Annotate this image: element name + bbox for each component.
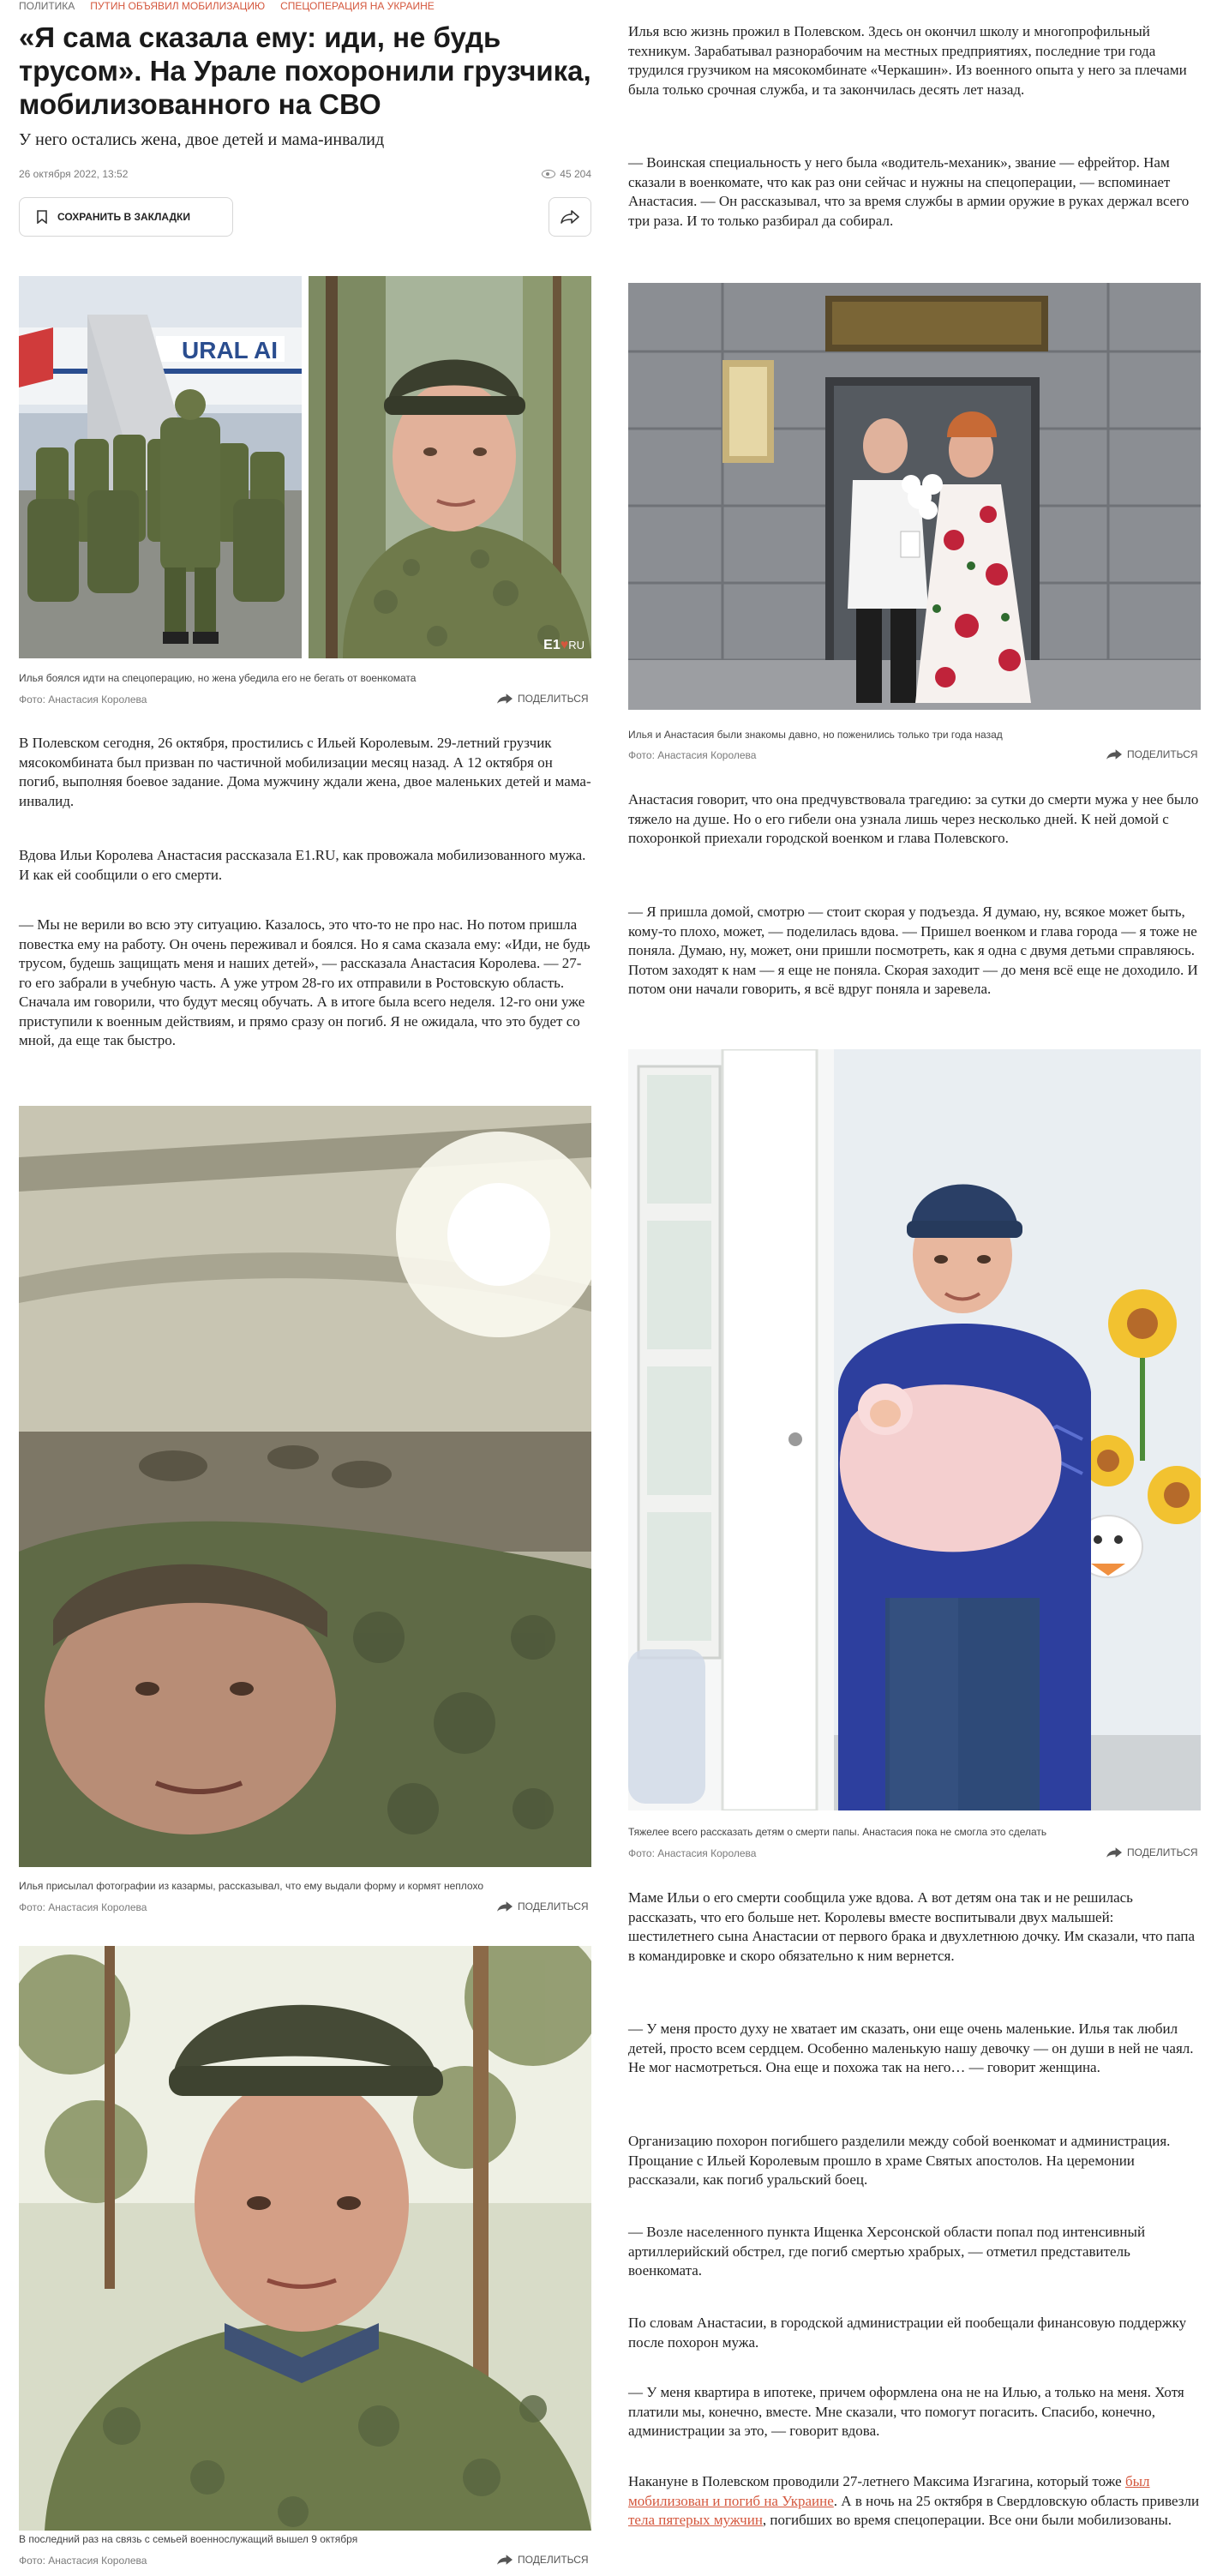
photo-2-share[interactable]: ПОДЕЛИТЬСЯ	[497, 1900, 589, 1912]
paragraph-right-2: — Воинская специальность у него была «водитель-механик», звание — ефрейтор. Нам сказали в военкомате, что как раз они сейчас и нужны на спецоперации, — вспоминает Анастасия. — Он рассказывал, что за время службы в армии оружие в руках держал всего три раза. И то только разбирал да собирал.	[628, 154, 1190, 229]
airport-scene-image	[19, 276, 302, 658]
rubric-tags	[19, 0, 435, 14]
photo-father-with-baby	[628, 1049, 1201, 1810]
e1-watermark: E1♥RU	[543, 638, 585, 652]
photo-3-credit: Фото: Анастасия Королева	[19, 2555, 147, 2567]
bookmark-icon	[37, 210, 47, 224]
article-subtitle: У него остались жена, двое детей и мама-инвалид	[19, 130, 385, 149]
paragraph-right-3: Анастасия говорит, что она предчувствовала трагедию: за сутки до смерти мужа у нее было тяжело на душе. Но о его гибели она узнала лишь через несколько дней. К ней домой с похоронкой приехали городской военком и глава Полевского.	[628, 791, 1199, 846]
publish-date: 26 октября 2022, 13:52	[19, 168, 129, 180]
photo-airport-boarding	[19, 276, 302, 658]
heart-icon: ♥	[560, 638, 569, 652]
photo-2-caption: Илья присылал фотографии из казармы, рассказывал, что ему выдали форму и кормят неплохо	[19, 1880, 484, 1892]
photo-1-caption: Илья боялся идти на спецоперацию, но жена убедила его не бегать от военкомата	[19, 672, 417, 684]
share-arrow-icon	[497, 2555, 513, 2565]
views-counter	[542, 168, 591, 180]
share-arrow-icon	[1106, 749, 1122, 760]
photo-selfie-uniform	[309, 276, 591, 658]
photo-3-caption: В последний раз на связь с семьей военнослужащий вышел 9 октября	[19, 2533, 358, 2545]
barracks-tent-image	[19, 1106, 591, 1867]
share-button[interactable]	[549, 197, 591, 237]
article-meta	[19, 168, 591, 182]
eye-icon	[542, 170, 555, 178]
photo-wedding	[628, 283, 1201, 710]
views-count: 45 204	[560, 168, 591, 180]
photo-1-share[interactable]: ПОДЕЛИТЬСЯ	[497, 693, 589, 705]
photo-barracks	[19, 1106, 591, 1867]
paragraph-right-5: Маме Ильи о его смерти сообщила уже вдова. А вот детям она так и не решилась рассказать, что его больше нет. Королевы вместе воспитывали двух малышей: шестилетнего сына Анастасии от первого брака и двухлетнюю дочку. Им сказали, что папа в командировке и скоро обязательно к ним вернется.	[628, 1889, 1195, 1964]
wedding-photo-image	[628, 283, 1201, 710]
paragraph-left-2: Вдова Ильи Королева Анастасия рассказала E1.RU, как провожала мобилизованного мужа. И как ей сообщили о его смерти.	[19, 847, 586, 883]
paragraph-left-1: В Полевском сегодня, 26 октября, простились с Ильей Королевым. 29-летний грузчик мясокомбината был призван по частичной мобилизации месяц назад. А 12 октября он погиб, выполняя боевое задание. Дома мужчину ждали жена, двое маленьких детей и мама-инвалид.	[19, 735, 591, 809]
paragraph-right-7: Организацию похорон погибшего разделили между собой военкомат и администрация. Прощание с Ильей Королевым прошло в храме Святых апостолов. На церемонии рассказали, как погиб уральский боец.	[628, 2133, 1171, 2188]
photo-2-credit: Фото: Анастасия Королева	[19, 1901, 147, 1913]
paragraph-left-3: — Мы не верили во всю эту ситуацию. Казалось, это что-то не про нас. Но потом пришла повестка ему на работу. Он очень переживал и боялся. Но я сама сказала ему: «Иди, не будь трусом, будешь защищать меня и наших детей», — рассказала Анастасия Королева. — 27-го его забрали в учебную часть. А уже утром 28-го их отправили в Ростовскую область. Сначала им говорили, что будут месяц обучать. А в итоге была всего неделя. 12-го они уже приступили к военным действиям, и прямо сразу он погиб. Я не ожидала, что это будет со мной, да еще так быстро.	[19, 916, 591, 1048]
paragraph-right-6: — У меня просто духу не хватает им сказать, они еще очень маленькие. Илья так любил детей, просто всем сердцем. Особенно маленькую нашу девочку — он души в ней не чаял. Не мог насмотреться. Она еще и похожа так на него… — говорит женщина.	[628, 2021, 1194, 2075]
paragraph-right-9: По словам Анастасии, в городской администрации ей пообещали финансовую поддержку после похорон мужа.	[628, 2315, 1187, 2351]
photo-5-share[interactable]: ПОДЕЛИТЬСЯ	[1106, 1846, 1198, 1858]
paragraph-right-4: — Я пришла домой, смотрю — стоит скорая у подъезда. Я думаю, ну, всякое может быть, кому-то плохо, может, — поделилась вдова. — Пришел военком и глава города — я тоже не поняла. Думаю, ну, может, они пришли посмотреть, как я одна с двумя детьми справляюсь. Потом заходят к нам — я еще не поняла. Скорая заходит — до меня всё еще не доходило. И потом они начали говорить, я всё вдруг поняла и заревела.	[628, 904, 1198, 997]
article-title: «Я сама сказала ему: иди, не будь трусом». На Урале похоронили грузчика, мобилизованного на СВО	[19, 21, 591, 120]
share-arrow-icon	[497, 694, 513, 704]
link-mobilized-killed[interactable]: был мобилизован и погиб на Украине	[628, 2473, 1150, 2509]
bookmark-label: СОХРАНИТЬ В ЗАКЛАДКИ	[57, 211, 190, 223]
photo-1-credit: Фото: Анастасия Королева	[19, 694, 147, 706]
paragraph-right-10: — У меня квартира в ипотеке, причем оформлена она не на Илью, а только на меня. Хотя платили мы, конечно, вместе. Мне сказали, что помогут погасить. Спасибо, конечно, администрации за это, — говорит вдова.	[628, 2384, 1184, 2439]
photo-5-credit: Фото: Анастасия Королева	[628, 1847, 757, 1859]
tag-mobilization[interactable]: ПУТИН ОБЪЯВИЛ МОБИЛИЗАЦИЮ	[90, 0, 266, 12]
share-arrow-icon	[1106, 1847, 1122, 1858]
photo-3-share[interactable]: ПОДЕЛИТЬСЯ	[497, 2554, 589, 2566]
share-arrow-icon	[561, 210, 579, 224]
paragraph-right-1: Илья всю жизнь прожил в Полевском. Здесь он окончил школу и многопрофильный техникум. Зарабатывал разнорабочим на местных предприятиях, последние три года трудился грузчиком на мясокомбинате «Черкашин». Из военного опыта у него за плечами была только срочная служба, и та закончилась десять лет назад.	[628, 23, 1187, 98]
photo-4-share[interactable]: ПОДЕЛИТЬСЯ	[1106, 748, 1198, 760]
paragraph-right-11: Накануне в Полевском проводили 27-летнего Максима Изгагина, который тоже был мобилизован и погиб на Украине. А в ночь на 25 октября в Свердловскую область привезли тела пятерых мужчин, погибших во время спецоперации. Все они были мобилизованы.	[628, 2473, 1200, 2528]
photo-4-credit: Фото: Анастасия Королева	[628, 749, 757, 761]
photo-4-caption: Илья и Анастасия были знакомы давно, но поженились только три года назад	[628, 729, 1003, 741]
photo-5-caption: Тяжелее всего рассказать детям о смерти папы. Анастасия пока не смогла это сделать	[628, 1826, 1047, 1838]
share-arrow-icon	[497, 1901, 513, 1912]
plane-livery-text: URAL AI	[182, 337, 278, 363]
father-baby-image	[628, 1049, 1201, 1810]
tag-politics[interactable]: ПОЛИТИКА	[19, 0, 75, 12]
forest-selfie-image	[19, 1946, 591, 2531]
photo-forest-selfie	[19, 1946, 591, 2531]
bookmark-button[interactable]	[19, 197, 233, 237]
paragraph-right-8: — Возле населенного пункта Ищенка Херсонской области попал под интенсивный артиллерийский обстрел, где погиб смертью храбрых, — отметил представитель военкомата.	[628, 2224, 1146, 2279]
link-five-bodies[interactable]: тела пятерых мужчин	[628, 2512, 763, 2528]
tag-special-operation[interactable]: СПЕЦОПЕРАЦИЯ НА УКРАИНЕ	[280, 0, 435, 12]
selfie-uniform-image	[309, 276, 591, 658]
